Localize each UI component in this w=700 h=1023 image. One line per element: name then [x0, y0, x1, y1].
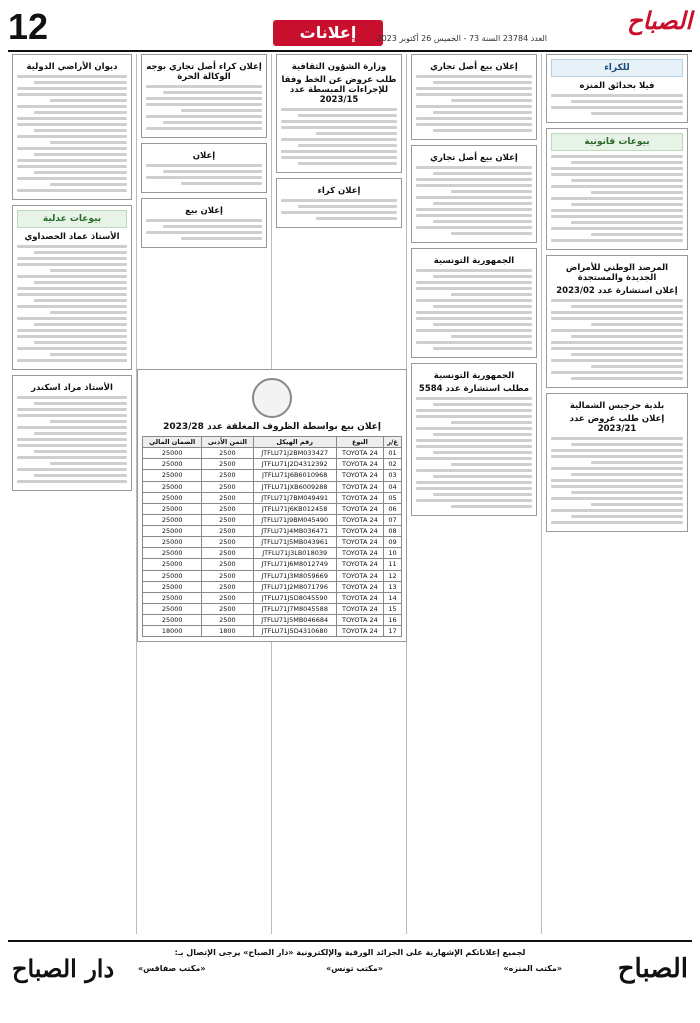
column-header: الضمان المالي	[143, 437, 202, 448]
table-cell: TOYOTA 24	[336, 592, 383, 603]
table-cell: 25000	[143, 592, 202, 603]
ministry-ad	[411, 248, 537, 358]
table-cell: 18000	[143, 626, 202, 637]
judicial-sales-ad	[12, 205, 132, 370]
table-cell: JTFLU71JXB6009288	[253, 481, 336, 492]
lawyer-title: الأستاذ عماد الحصداوي	[24, 232, 120, 242]
table-cell: 04	[383, 481, 401, 492]
table-cell: 25000	[143, 470, 202, 481]
tunisia-emblem-icon	[252, 378, 292, 418]
table-cell: JTFLU71J7BM049491	[253, 492, 336, 503]
rent-notice-ad	[276, 178, 402, 228]
table-row	[143, 470, 402, 481]
vehicle-rows	[143, 448, 402, 637]
table-cell: JTFLU71J5MB046684	[253, 615, 336, 626]
table-cell: 06	[383, 503, 401, 514]
agency-title: إعلان كراء أصل تجاري بوجه الوكالة الحرة	[146, 62, 262, 82]
table-cell: JTFLU71J6B6010968	[253, 470, 336, 481]
column-5	[8, 54, 137, 934]
office-title: ديوان الأراضي الدولية	[26, 62, 118, 72]
table-cell: 25000	[143, 448, 202, 459]
table-row	[143, 626, 402, 637]
table-row	[143, 592, 402, 603]
footer	[8, 940, 692, 1016]
table-cell: 2500	[202, 559, 253, 570]
table-cell: 2500	[202, 492, 253, 503]
newspaper-logo: الصباح	[627, 6, 692, 35]
table-row	[143, 481, 402, 492]
state-subtitle: مطلب استشارة عدد 5584	[418, 384, 530, 394]
table-cell: 25000	[143, 503, 202, 514]
section-title: إعلانات	[273, 20, 383, 46]
column-header: ع/ر	[383, 437, 401, 448]
table-cell: 2500	[202, 581, 253, 592]
table-cell: 25000	[143, 492, 202, 503]
issue-line: العدد 23784 السنة 73 - الخميس 26 أكتوبر 2023	[376, 34, 547, 43]
table-cell: 02	[383, 459, 401, 470]
business-sale-ad	[411, 54, 537, 140]
table-row	[143, 559, 402, 570]
table-cell: TOYOTA 24	[336, 548, 383, 559]
table-row	[143, 581, 402, 592]
page-number: 12	[8, 6, 49, 47]
table-cell: TOYOTA 24	[336, 448, 383, 459]
table-cell: TOYOTA 24	[336, 615, 383, 626]
table-cell: 2500	[202, 537, 253, 548]
table-cell: 2500	[202, 481, 253, 492]
table-row	[143, 603, 402, 614]
table-cell: JTFLU71J7M8045588	[253, 603, 336, 614]
table-cell: 08	[383, 526, 401, 537]
vehicle-sale-title: إعلان بيع بواسطة الظروف المغلقة عدد 2023/28	[163, 422, 381, 432]
column-header: رقم الهيكل	[253, 437, 336, 448]
table-row	[143, 615, 402, 626]
table-header-row	[143, 437, 402, 448]
table-cell: JTFLU71J2M8071796	[253, 581, 336, 592]
hospital-title: المرصد الوطني للأمراض الجديدة والمستجدة	[565, 263, 669, 283]
table-cell: 11	[383, 559, 401, 570]
table-cell: TOYOTA 24	[336, 603, 383, 614]
table-cell: JTFLU71J5MB043961	[253, 537, 336, 548]
judicial-sales-header: بيوعات عدلية	[17, 210, 127, 228]
footer-tagline: لجميع إعلاناتكم الإشهارية على الجرائد الورقية والإلكترونية «دار الصباح» يرجى الإتصال بـ:	[174, 948, 526, 957]
table-cell: TOYOTA 24	[336, 526, 383, 537]
table-cell: 17	[383, 626, 401, 637]
table-cell: 2500	[202, 603, 253, 614]
table-cell: 25000	[143, 514, 202, 525]
table-cell: 13	[383, 581, 401, 592]
table-cell: 1800	[202, 626, 253, 637]
header-rule	[8, 50, 692, 52]
state-ad	[411, 363, 537, 516]
office-menzah: «مكتب المنزه»	[503, 964, 562, 973]
hospital-subtitle: إعلان استشارة عدد 2023/02	[556, 286, 678, 296]
table-cell: TOYOTA 24	[336, 626, 383, 637]
municipality-title: بلدية جرجيس الشمالية	[569, 401, 665, 411]
table-cell: 25000	[143, 526, 202, 537]
table-cell: JTFLU71J5D4310680	[253, 626, 336, 637]
column-header: الثمن الأدنى	[202, 437, 253, 448]
business-sale-title: إعلان بيع أصل تجاري	[430, 62, 518, 72]
table-cell: 25000	[143, 570, 202, 581]
sale-notice-title: إعلان بيع	[185, 206, 223, 216]
table-cell: 03	[383, 470, 401, 481]
business-sale-ad-2	[411, 145, 537, 243]
table-cell: 25000	[143, 548, 202, 559]
lawyer2-ad	[12, 375, 132, 491]
vehicle-sale-ad	[137, 369, 407, 642]
table-cell: JTFLU71J4MB036471	[253, 526, 336, 537]
table-cell: 2500	[202, 470, 253, 481]
table-row	[143, 448, 402, 459]
ministry-title: الجمهورية التونسية	[433, 256, 515, 266]
table-cell: TOYOTA 24	[336, 470, 383, 481]
masthead	[8, 6, 692, 52]
table-cell: 25000	[143, 459, 202, 470]
legal-sales-ad	[546, 128, 688, 250]
table-cell: 25000	[143, 481, 202, 492]
sale-notice-ad	[141, 198, 267, 248]
table-row	[143, 526, 402, 537]
table-cell: 12	[383, 570, 401, 581]
table-cell: TOYOTA 24	[336, 570, 383, 581]
culture-title: وزارة الشؤون الثقافية	[291, 62, 387, 72]
table-cell: 07	[383, 514, 401, 525]
office-ad	[12, 54, 132, 200]
notice-title: إعلان	[192, 151, 216, 161]
column-header: النوع	[336, 437, 383, 448]
table-cell: TOYOTA 24	[336, 537, 383, 548]
column-1	[542, 54, 692, 934]
office-tunis: «مكتب تونس»	[326, 964, 383, 973]
table-cell: TOYOTA 24	[336, 581, 383, 592]
footer-offices	[138, 964, 562, 974]
rent-notice-title: إعلان كراء	[317, 186, 361, 196]
table-cell: 16	[383, 615, 401, 626]
table-cell: 2500	[202, 514, 253, 525]
culture-ad	[276, 54, 402, 173]
hospital-ad	[546, 255, 688, 388]
table-cell: 2500	[202, 548, 253, 559]
table-cell: 01	[383, 448, 401, 459]
office-sfax: «مكتب صفاقس»	[138, 964, 206, 973]
footer-logo-2: دار الصباح	[12, 954, 115, 983]
table-cell: JTFLU71J3LB018039	[253, 548, 336, 559]
table-cell: TOYOTA 24	[336, 459, 383, 470]
table-cell: JTFLU71J9BM045490	[253, 514, 336, 525]
table-cell: 25000	[143, 581, 202, 592]
ads-columns	[8, 54, 692, 934]
table-cell: 2500	[202, 615, 253, 626]
vehicle-table	[142, 436, 402, 637]
table-cell: JTFLU71J6KB012458	[253, 503, 336, 514]
table-row	[143, 503, 402, 514]
villa-title: فيلا بحدائق المنزه	[579, 81, 655, 91]
table-row	[143, 459, 402, 470]
table-cell: 14	[383, 592, 401, 603]
table-cell: JTFLU71J5D8045590	[253, 592, 336, 603]
table-cell: 2500	[202, 570, 253, 581]
table-cell: 05	[383, 492, 401, 503]
table-row	[143, 570, 402, 581]
table-cell: JTFLU71J6M8012749	[253, 559, 336, 570]
table-cell: 2500	[202, 503, 253, 514]
municipality-ad	[546, 393, 688, 532]
table-cell: 2500	[202, 526, 253, 537]
notice-ad	[141, 143, 267, 193]
table-cell: 25000	[143, 559, 202, 570]
table-row	[143, 514, 402, 525]
table-cell: 2500	[202, 592, 253, 603]
table-cell: 2500	[202, 448, 253, 459]
table-row	[143, 492, 402, 503]
business-sale-title-2: إعلان بيع أصل تجاري	[430, 153, 518, 163]
rent-ad	[546, 54, 688, 123]
table-cell: TOYOTA 24	[336, 481, 383, 492]
table-cell: TOYOTA 24	[336, 492, 383, 503]
table-cell: JTFLU71J2D4312392	[253, 459, 336, 470]
table-cell: TOYOTA 24	[336, 514, 383, 525]
table-cell: 09	[383, 537, 401, 548]
table-cell: JTFLU71J2BM033427	[253, 448, 336, 459]
column-2	[407, 54, 542, 934]
table-cell: 15	[383, 603, 401, 614]
table-cell: TOYOTA 24	[336, 559, 383, 570]
culture-subtitle: طلب عروض عن الخط وفقا للإجراءات المبسطة عدد 2023/15	[281, 75, 397, 105]
footer-logo: الصباح	[617, 954, 688, 984]
table-cell: 2500	[202, 459, 253, 470]
agency-ad	[141, 54, 267, 138]
lawyer2-title: الأستاذ مراد اسكندر	[31, 383, 113, 393]
state-title: الجمهورية التونسية	[433, 371, 515, 381]
table-row	[143, 548, 402, 559]
table-row	[143, 537, 402, 548]
legal-sales-header: بيوعات قانونية	[551, 133, 683, 151]
table-cell: JTFLU71J3M8059669	[253, 570, 336, 581]
table-cell: 10	[383, 548, 401, 559]
table-cell: 25000	[143, 603, 202, 614]
municipality-subtitle: إعلان طلب عروض عدد 2023/21	[569, 414, 665, 434]
table-cell: 25000	[143, 615, 202, 626]
table-cell: TOYOTA 24	[336, 503, 383, 514]
rent-header: للكراء	[551, 59, 683, 77]
table-cell: 25000	[143, 537, 202, 548]
